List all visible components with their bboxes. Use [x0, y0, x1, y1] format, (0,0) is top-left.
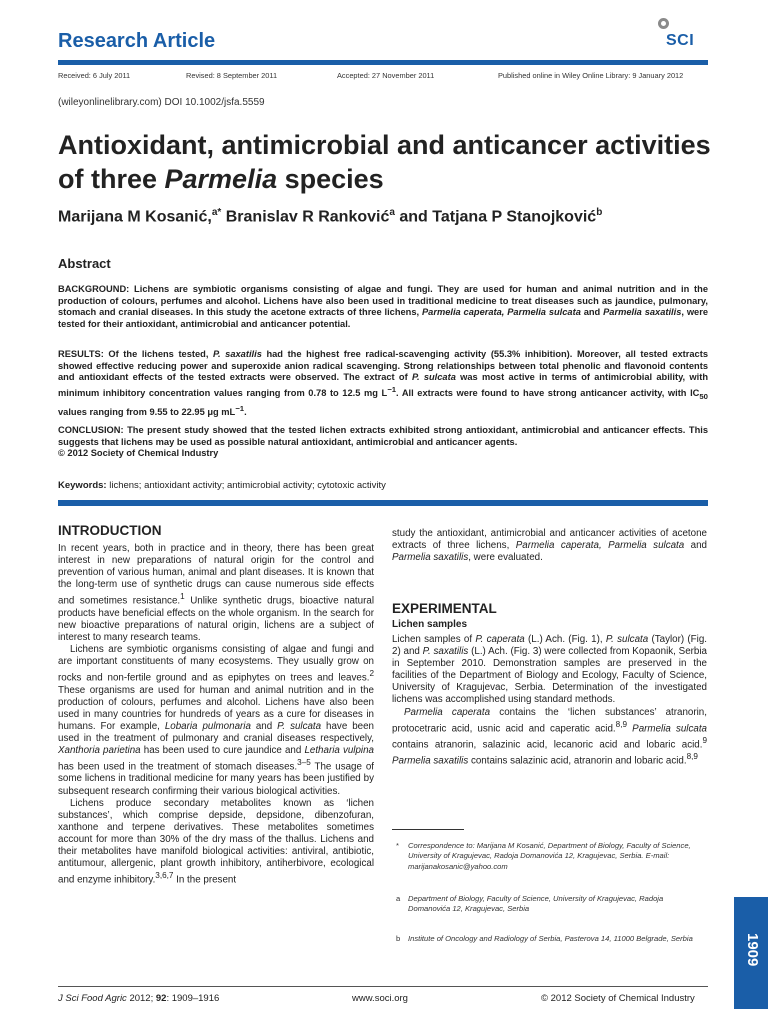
experimental-heading: EXPERIMENTAL: [392, 601, 497, 616]
abstract-heading: Abstract: [58, 256, 111, 271]
keywords-line: Keywords: lichens; antioxidant activity; antimicrobial activity; cytotoxic activity: [58, 480, 386, 491]
experimental-body: [392, 634, 707, 768]
paper-title: Antioxidant, antimicrobial and anticancer activities of three Parmelia species: [58, 130, 711, 194]
footer-copyright: © 2012 Society of Chemical Industry: [541, 993, 695, 1004]
introduction-heading: INTRODUCTION: [58, 523, 162, 538]
footnote-rule: [392, 829, 464, 830]
accepted-date: Accepted: 27 November 2011: [337, 71, 435, 80]
page-number-tab: [734, 897, 768, 1009]
footnote-affiliation-b: b Institute of Oncology and Radiology of Serbia, Pasterova 14, 11000 Belgrade, Serbia: [396, 934, 693, 943]
experimental-paragraph-2: Parmelia caperata contains the ‘lichen substances’ atranorin, protocetraric acid, usnic acid and caperatic acid.$^{8,9}$ Parmelia sulcata contains atranorin, salazinic acid, lecanoric acid and lobaric acid.$^9$ Parmelia saxatilis contains salazinic acid, atranorin and lobaric acid.$^{8,9}$: [392, 706, 707, 767]
abstract-background: BACKGROUND: Lichens are symbiotic organisms consisting of algae and fungi. They are used for human and animal nutrition and in the production of colours, perfumes and alcohol. Lichens have also been used in traditional medicine to treat diseases such as jaundice, pulmonary, stomach and cranial diseases. In this study the acetone extracts of three lichens, Parmelia caperata, Parmelia sulcata and Parmelia saxatilis, were tested for their antioxidant, antimicrobial and anticancer potential.: [58, 284, 709, 330]
intro-paragraph-2: Lichens are symbiotic organisms consisting of algae and fungi and are important constituents of many ecosystems. They usually grow on rocks and non-fertile ground and as epiphytes on trees and leaves.$^2$ These organisms are used for human and animal nutrition and in the production of colours, perfumes and alcohol. Lichens have also been used in many countries for hundreds of years as a cure for diseases in humans. For example, Lobaria pulmonaria and P. sulcata have been used in the treatment of pulmonary and cranial diseases respectively, Xanthoria parietina has been used to cure jaundice and Letharia vulpina has been used in the treatment of stomach diseases.$^{3-5}$ The usage of some lichens in traditional medicine for many years has been justified by subsequent research confirming their various biological activities.: [58, 644, 375, 797]
author-list: Marijana M Kosanić,$^{a*}$ Branislav R Ranković$^a$ and Tatjana P Stanojković$^b$: [58, 207, 603, 226]
doi-line: (wileyonlinelibrary.com) DOI 10.1002/jsfa.5559: [58, 97, 265, 108]
experimental-paragraph-1: Lichen samples of P. caperata (L.) Ach. (Fig. 1), P. sulcata (Taylor) (Fig. 2) and P. saxatilis (L.) Ach. (Fig. 3) were collected from Kopaonik, Serbia in September 2010. Demonstration samples are preserved in the facilities of the Department of Biology and Ecology, Faculty of Science, University of Kragujevac, Serbia. Determination of the investigated lichens was accomplished using standard methods.: [392, 634, 707, 706]
revised-date: Revised: 8 September 2011: [186, 71, 278, 80]
journal-website: www.soci.org: [352, 993, 408, 1004]
page-number: 1909: [744, 933, 761, 967]
lichen-samples-heading: Lichen samples: [392, 619, 468, 630]
header-rule: [58, 60, 708, 65]
intro-paragraph-3: Lichens produce secondary metabolites known as ‘lichen substances’, which comprise depside, depsidone, dibenzofuran, xanthone and terpene derivatives. These metabolites sometimes account for more than 30% of the dry mass of the thallus. Lichens and their metabolites have manifold biological activities: antiviral, antibiotic, antitumour, allergenic, plant growth inhibitory, antiherbivore, ecological and enzyme inhibitory.$^{3,6,7}$ In the present: [58, 797, 374, 886]
journal-citation: J Sci Food Agric 2012; 92: 1909–1916: [58, 993, 220, 1004]
footer-rule: [58, 986, 708, 987]
section-rule: [58, 500, 708, 506]
published-date: Published online in Wiley Online Library: 9 January 2012: [498, 71, 684, 80]
logo-text: SCI: [666, 32, 695, 49]
abstract-copyright: © 2012 Society of Chemical Industry: [58, 448, 219, 459]
received-date: Received: 6 July 2011: [58, 71, 131, 80]
abstract-results: RESULTS: Of the lichens tested, P. saxatilis had the highest free radical-scavenging activity (55.3% inhibition). Moreover, all tested extracts showed effective reducing power and superoxide anion radical scavenging. Strong relationships between total phenolic and flavonoid contents and antioxidant effects of the tested extracts were observed. The extract of P. sulcata was most active in terms of antimicrobial ability, with minimum inhibitory concentration values ranging from 0.78 to 12.5 mg $L^{-1}$. All extracts were found to have strong anticancer activity, with $IC_{50}$ values ranging from 9.55 to 22.95 μg $mL^{-1}$.: [58, 349, 708, 417]
footnote-correspondence: * Correspondence to: Marijana M Kosanić, Department of Biology, Faculty of Science, University of Kragujevac, Radoja Domanovića 12, Kragujevac, Serbia. E-mail: marijanakosanic@yahoo.com: [396, 841, 691, 871]
article-type-heading: Research Article: [58, 30, 216, 52]
sci-logo: [654, 18, 714, 52]
introduction-continued: study the antioxidant, antimicrobial and anticancer activities of acetone extracts of three lichens, Parmelia caperata, Parmelia sulcata and Parmelia saxatilis, were evaluated.: [392, 528, 707, 564]
logo-ring-icon: [658, 18, 669, 29]
footnote-affiliation-a: a Department of Biology, Faculty of Science, University of Kragujevac, Radoja Domanovića 12, Kragujevac, Serbia: [396, 894, 664, 914]
abstract-conclusion: CONCLUSION: The present study showed that the tested lichen extracts exhibited strong antioxidant, antimicrobial and anticancer effects. This suggests that lichens may be used as possible natural antioxidant, antimicrobial and anticancer agents. © 2012 Society of Chemical Industry: [58, 425, 708, 459]
introduction-body: [58, 543, 374, 887]
intro-paragraph-1: In recent years, both in practice and in theory, there has been great interest in new preparations of natural origin for the control and prevention of various human, animal and plant diseases. It is known that the long-term use of synthetic drugs can cause numerous side effects and sometimes resistance.$^1$ Unlike synthetic drugs, bioactive natural products have beneficial effects on the whole organism. In the search for new bioactive preparations of natural origin, lichens are a subject of interest to many research teams.: [58, 543, 374, 643]
